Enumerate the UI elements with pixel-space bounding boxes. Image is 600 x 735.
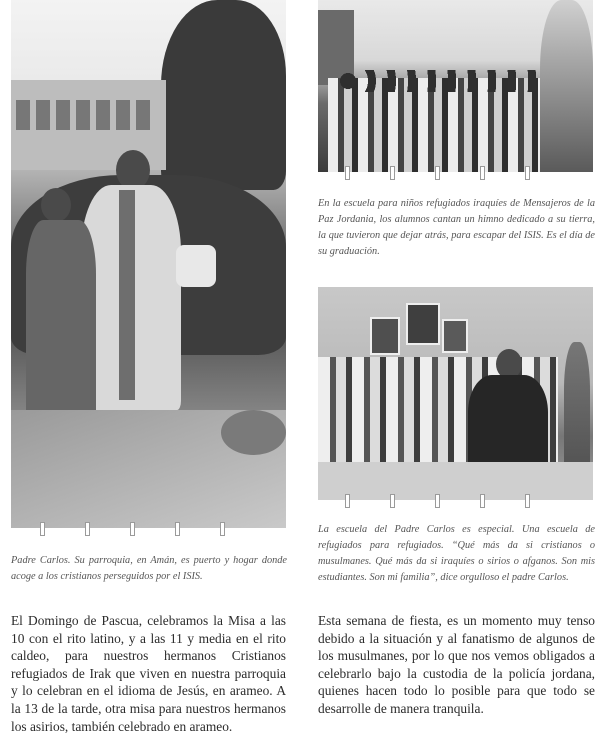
photo-children-singing [318,0,593,172]
caption-left: Padre Carlos. Su parroquia, en Amán, es puerto y hogar donde acoge a los cristianos perseguidos por el ISIS. [11,555,287,582]
priest-head [116,150,150,190]
caption-right-middle: La escuela del Padre Carlos es especial. Una escuela de refugiados para refugiados. “Qué más da si cristianos o musulmanes. Qué más da si iraquíes o sirios o afganos. Son mis estudiantes. Son mi familia”, dice orgulloso el padre Carlos. [318,524,595,583]
body-text-right: Esta semana de fiesta, es un momento muy tenso debido a la situación y al fanatismo de algunos de los musulmanes, por lo que nos vemos obligados a celebrarlo bajo la custodia de la policía jordana, quienes hacen todo lo posible para que todo se desarrolle de manera tranquila. [318,613,595,716]
framed-portrait-2 [406,303,440,345]
framed-portrait-3 [442,319,468,353]
boy-figure [26,220,96,435]
photo-padre-carlos [11,0,286,528]
teacher-figure [540,0,593,172]
body-text-left: El Domingo de Pascua, celebramos la Misa a las 10 con el rito latino, y a las 11 y media en el rito caldeo, para nuestros hermanos Cristianos refugiados de Irak que viven en nuestra parroquia y lo celebran en el idioma de Jesús, en arameo. A la 13 de la tarde, otra misa para nuestros hermanos los asirios, también celebrado en arameo. [11,613,286,734]
child-in-costume [564,342,590,462]
boy-head [41,188,71,222]
manhole [221,410,286,455]
photo-priest-with-students [318,287,593,500]
film-sprockets-right-top [345,166,570,180]
film-sprockets-right-middle [345,494,570,508]
priest-stole [119,190,135,400]
framed-portrait-1 [370,317,400,355]
building-windows [16,100,156,130]
film-sprockets-left [40,522,265,536]
tree-shape [161,0,286,190]
handbag [176,245,216,287]
children-heads [338,70,558,92]
caption-right-top: En la escuela para niños refugiados iraquíes de Mensajeros de la Paz Jordania, los alumnos cantan un himno dedicado a su tierra, la que tuvieron que dejar atrás, para escapar del ISIS. Es el día de su graduación. [318,198,595,257]
